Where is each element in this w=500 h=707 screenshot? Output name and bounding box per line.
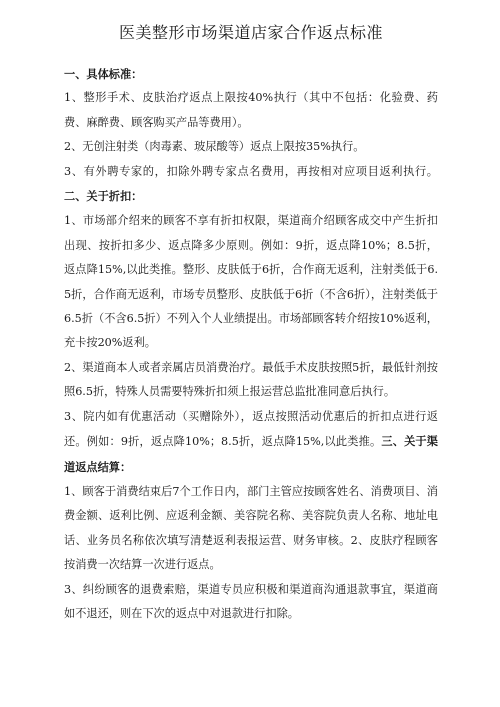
settlement-item-1: 1、顾客于消费结束后7个工作日内，部门主管应按顾客姓名、消费项目、消费金额、返利比例、应返利金额、美容院名称、美容院负责人名称、地址电话、业务员名称依次填写清楚返利表报运营、财务审核。 <box>64 484 438 547</box>
discount-item-3-text: 3、院内如有优惠活动（买赠除外），返点按照活动优惠后的折扣点进行返还。例如：9折，返点降10%；8.5折，返点降15%,以此类推。 <box>64 409 438 449</box>
discount-item-2: 2、渠道商本人或者亲属店员消费治疗。最低手术皮肤按照5折，最低针剂按照6.5折，特殊人员需要特殊折扣须上报运营总监批准同意后执行。 <box>64 360 438 399</box>
standard-item-3 <box>64 160 438 210</box>
document-title: 医美整形市场渠道店家合作返点标准 <box>118 23 383 42</box>
standard-item-3-text: 3、有外聘专家的，扣除外聘专家点名费用，再按相对应项目返利执行。 <box>64 164 438 178</box>
standard-item-1: 1、整形手术、皮肤治疗返点上限按40%执行（其中不包括：化验费、药费、麻醉费、顾客购买产品等费用）。 <box>64 91 438 129</box>
settlement-item-3: 3、纠纷顾客的退费索赔，渠道专员应积极和渠道商沟通退款事宜，渠道商如不退还，则在下次的返点中对退款进行扣除。 <box>64 582 438 620</box>
discount-item-1: 1、市场部介绍来的顾客不享有折扣权限，渠道商介绍顾客成交中产生折扣出现、按折扣多少、返点降多少原则。例如：9折，返点降10%；8.5折，返点降15%,以此类推。整形、皮肤低于6折，合作商无返利，注射类低于6.5折，合作商无返利，市场专员整形、皮肤低于6折（不含6折），注射类低于6.5折（不含6.5折）不列入个人业绩提出。市场部顾客转介绍按10%返利，充卡按20%返利。 <box>64 214 438 350</box>
section-heading-standards: 一、具体标准： <box>64 67 143 81</box>
section-heading-settlement: 三、关于渠道返点结算： <box>64 434 438 474</box>
settlement-item-1-2 <box>64 480 438 578</box>
standard-item-2: 2、无创注射类（肉毒素、玻尿酸等）返点上限按35%执行。 <box>64 140 365 154</box>
settlement-item-2: 2、皮肤疗程顾客按消费一次结算一次进行返点。 <box>64 533 438 572</box>
section-heading-discount: 二、关于折扣： <box>64 189 143 204</box>
discount-item-3 <box>64 405 438 480</box>
